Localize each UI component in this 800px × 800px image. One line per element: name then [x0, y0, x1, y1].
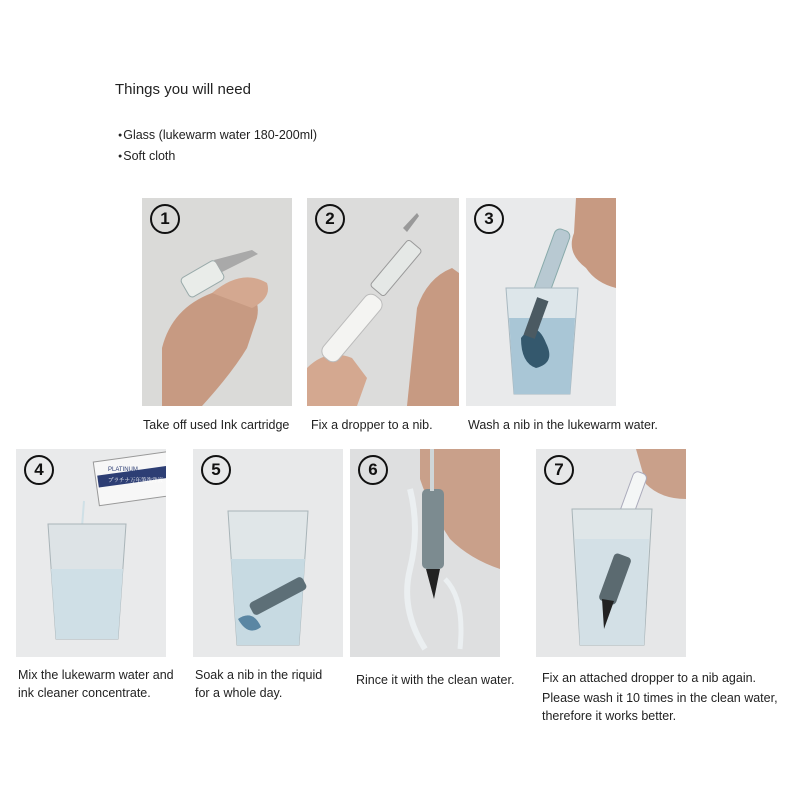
step-number-2: 2	[315, 204, 345, 234]
step-6-photo	[350, 449, 500, 657]
step-5-caption: Soak a nib in the riquid for a whole day.	[195, 668, 323, 700]
step-7-note: Please wash it 10 times in the clean water, therefore it works better.	[542, 691, 778, 723]
step-number-1: 1	[150, 204, 180, 234]
step-3-caption: Wash a nib in the lukewarm water.	[468, 418, 658, 432]
step-4-photo	[16, 449, 166, 657]
step-6-caption: Rince it with the clean water.	[356, 673, 515, 687]
needs-list	[118, 125, 317, 167]
step-number-6: 6	[358, 455, 388, 485]
step-number-7: 7	[544, 455, 574, 485]
step-3-photo	[466, 198, 616, 406]
cleaner-brand-label: PLATINUM	[108, 467, 138, 473]
step-7-photo	[536, 449, 686, 657]
list-item: ● Glass (lukewarm water 180-200ml)	[118, 125, 317, 146]
cleaner-product-label: プラチナ万年筆洗浄液	[108, 478, 164, 484]
step-1-photo	[142, 198, 292, 406]
page-heading: Things you will need	[115, 81, 251, 98]
list-item: ● Soft cloth	[118, 146, 317, 167]
step-number-5: 5	[201, 455, 231, 485]
step-1-caption: Take off used Ink cartridge	[143, 418, 290, 432]
step-4-caption: Mix the lukewarm water and ink cleaner concentrate.	[18, 668, 174, 700]
step-2-photo	[307, 198, 459, 406]
step-5-photo	[193, 449, 343, 657]
step-2-caption: Fix a dropper to a nib.	[311, 418, 433, 432]
step-number-4: 4	[24, 455, 54, 485]
step-7-caption: Fix an attached dropper to a nib again.	[542, 671, 757, 685]
step-number-3: 3	[474, 204, 504, 234]
